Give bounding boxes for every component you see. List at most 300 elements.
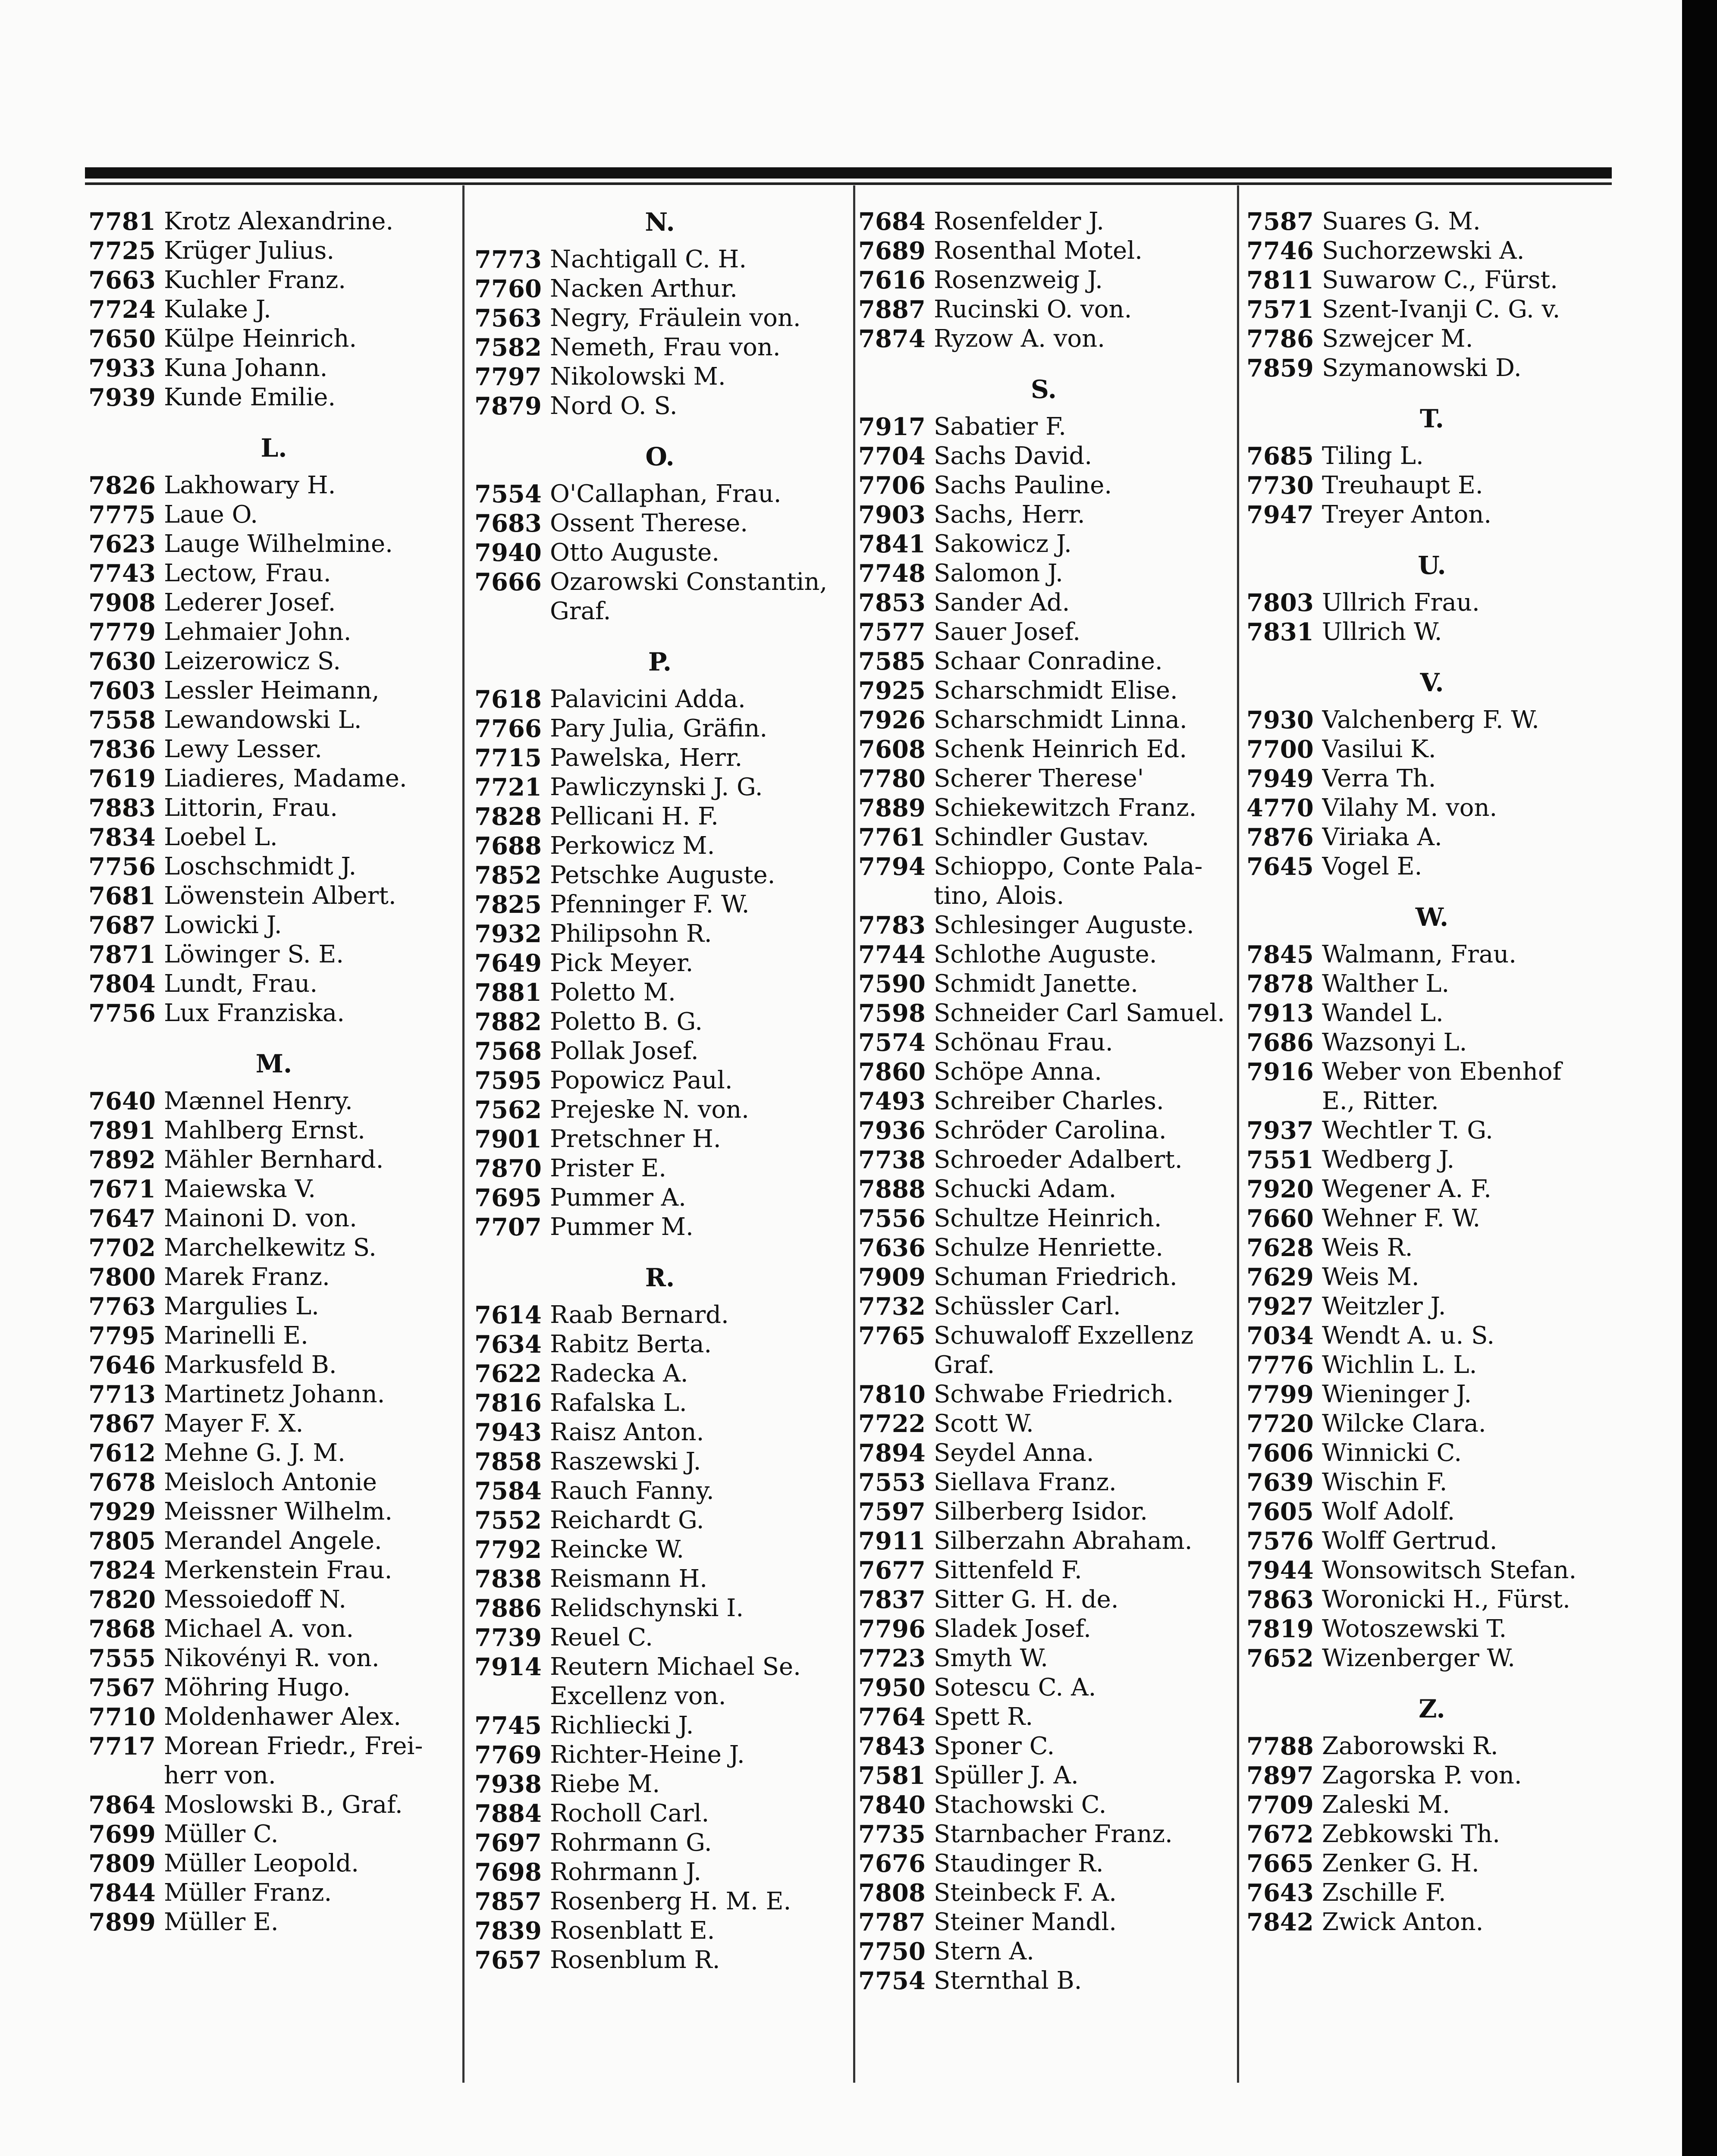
- entry-number: 7911: [858, 1527, 926, 1555]
- section-letter-heading: O.: [645, 442, 675, 471]
- entry-name: Merkenstein Frau.: [164, 1556, 392, 1584]
- entry-name: Wedberg J.: [1322, 1146, 1455, 1174]
- entry-name: Raisz Anton.: [550, 1418, 704, 1446]
- directory-entry: [1246, 1321, 1617, 1351]
- entry-number: 7797: [474, 363, 542, 391]
- entry-number: 7721: [474, 773, 542, 802]
- entry-name: Michael A. von.: [164, 1615, 354, 1643]
- entry-name: Lectow, Frau.: [164, 559, 331, 587]
- entry-number: 7891: [88, 1116, 156, 1145]
- entry-name: Radecka A.: [550, 1360, 688, 1388]
- entry-number: 7870: [474, 1154, 542, 1183]
- entry-name: Moslowski B., Graf.: [164, 1791, 403, 1819]
- entry-number: 7852: [474, 861, 542, 890]
- entry-name: Poletto B. G.: [550, 1008, 703, 1036]
- directory-entry: [474, 1418, 845, 1447]
- entry-number: 7886: [474, 1594, 542, 1623]
- entry-name-continuation: herr von.: [164, 1761, 276, 1789]
- directory-entry: [858, 1878, 1229, 1908]
- directory-entry: [858, 207, 1229, 236]
- entry-name: Möhring Hugo.: [164, 1673, 351, 1702]
- entry-number: 7925: [858, 677, 926, 705]
- directory-entry: [858, 1732, 1229, 1761]
- directory-entry: [88, 354, 459, 383]
- entry-number: 7606: [1246, 1439, 1314, 1467]
- entry-name: Steiner Mandl.: [934, 1908, 1117, 1936]
- directory-entry: [1246, 940, 1617, 969]
- entry-name: Külpe Heinrich.: [164, 325, 357, 353]
- entry-number: 7883: [88, 794, 156, 822]
- directory-entry: [474, 685, 845, 714]
- entry-number: 7839: [474, 1917, 542, 1945]
- entry-number: 7803: [1246, 589, 1314, 617]
- entry-name: Scharschmidt Linna.: [934, 706, 1187, 734]
- entry-number: 7914: [474, 1653, 542, 1681]
- entry-name: Sauer Josef.: [934, 618, 1081, 646]
- entry-name-continuation: tino, Alois.: [934, 882, 1064, 910]
- directory-entry: [858, 1116, 1229, 1145]
- entry-number: 7842: [1246, 1908, 1314, 1937]
- entry-name: Rosenzweig J.: [934, 266, 1103, 294]
- directory-entry: [88, 940, 459, 969]
- directory-entry: [1246, 1497, 1617, 1526]
- directory-entry: [858, 735, 1229, 764]
- entry-name: Rucinski O. von.: [934, 295, 1132, 323]
- entry-name: Wieninger J.: [1322, 1380, 1472, 1408]
- directory-entry: [1246, 764, 1617, 793]
- entry-number: 7800: [88, 1263, 156, 1291]
- entry-name: Schuwaloff Exzellenz: [934, 1322, 1194, 1350]
- entry-number: 7820: [88, 1586, 156, 1614]
- entry-name: Nachtigall C. H.: [550, 245, 747, 273]
- entry-name: Scharschmidt Elise.: [934, 677, 1178, 705]
- entry-name: Zagorska P. von.: [1322, 1761, 1522, 1789]
- entry-name: Vilahy M. von.: [1322, 794, 1497, 822]
- entry-name: Reutern Michael Se.: [550, 1653, 801, 1681]
- entry-number: 7720: [1246, 1410, 1314, 1438]
- directory-entry: [88, 1585, 459, 1614]
- entry-number: 7618: [474, 685, 542, 714]
- entry-number: 7804: [88, 970, 156, 998]
- directory-entry: [858, 1145, 1229, 1175]
- directory-entry: [88, 647, 459, 676]
- section-letter-heading: W.: [1415, 903, 1449, 932]
- entry-number: 7634: [474, 1330, 542, 1359]
- entry-name: Nemeth, Frau von.: [550, 333, 781, 361]
- directory-entry: [474, 1535, 845, 1564]
- directory-entry: [88, 1380, 459, 1409]
- entry-number: 7901: [474, 1125, 542, 1153]
- entry-number: 7683: [474, 509, 542, 538]
- directory-entry: [88, 735, 459, 764]
- entry-name: Müller E.: [164, 1908, 279, 1936]
- entry-number: 7917: [858, 413, 926, 441]
- directory-entry: [1246, 588, 1617, 617]
- entry-number: 7949: [1246, 765, 1314, 793]
- entry-number: 7623: [88, 530, 156, 558]
- entry-name: Schucki Adam.: [934, 1175, 1117, 1203]
- entry-name: Lewy Lesser.: [164, 735, 323, 763]
- directory-entry: [858, 471, 1229, 500]
- entry-name: Siellava Franz.: [934, 1468, 1117, 1496]
- directory-entry: [474, 479, 845, 509]
- entry-name: Rosenberg H. M. E.: [550, 1887, 791, 1915]
- entry-name: Lewandowski L.: [164, 706, 362, 734]
- entry-number: 7722: [858, 1410, 926, 1438]
- directory-entry: [1246, 1849, 1617, 1878]
- directory-entry: [474, 773, 845, 802]
- entry-name: Scott W.: [934, 1410, 1034, 1438]
- entry-name: Liadieres, Madame.: [164, 765, 407, 793]
- directory-entry: [88, 530, 459, 559]
- entry-number: 7725: [88, 237, 156, 265]
- entry-name: Rosenthal Motel.: [934, 237, 1143, 265]
- entry-number: 7567: [88, 1673, 156, 1702]
- entry-number: 7859: [1246, 354, 1314, 382]
- directory-entry: [1246, 266, 1617, 295]
- directory-entry: [858, 940, 1229, 969]
- entry-name: Rauch Fanny.: [550, 1477, 714, 1505]
- directory-entry: [858, 1702, 1229, 1732]
- entry-name-continuation: Graf.: [550, 597, 611, 625]
- directory-entry: [858, 1966, 1229, 1996]
- directory-entry: [1246, 1409, 1617, 1438]
- entry-number: 7836: [88, 735, 156, 764]
- entry-number: 7943: [474, 1418, 542, 1447]
- directory-entry: [474, 831, 845, 861]
- directory-entry: [1246, 617, 1617, 647]
- directory-entry: [858, 676, 1229, 705]
- directory-column-1: [88, 207, 459, 1937]
- directory-entry: [88, 588, 459, 617]
- entry-name: Spüller J. A.: [934, 1761, 1079, 1789]
- entry-number: 7926: [858, 706, 926, 734]
- entry-name: Löwinger S. E.: [164, 940, 344, 968]
- entry-name: Winnicki C.: [1322, 1439, 1462, 1467]
- entry-number: 7603: [88, 677, 156, 705]
- entry-number: 7697: [474, 1829, 542, 1857]
- entry-number: 7710: [88, 1703, 156, 1731]
- entry-name: Schönau Frau.: [934, 1028, 1113, 1056]
- directory-entry: [88, 1145, 459, 1175]
- entry-number: 7585: [858, 647, 926, 676]
- entry-name: Otto Auguste.: [550, 539, 720, 567]
- directory-entry: [858, 1497, 1229, 1526]
- entry-name: Schüssler Carl.: [934, 1292, 1121, 1320]
- directory-entry: [88, 617, 459, 647]
- entry-name: Rohrmann J.: [550, 1858, 702, 1886]
- directory-entry: [1246, 999, 1617, 1028]
- entry-number: 7724: [88, 295, 156, 324]
- entry-name: Schenk Heinrich Ed.: [934, 735, 1187, 763]
- entry-number: 7577: [858, 618, 926, 646]
- directory-entry: [858, 764, 1229, 793]
- entry-name: Loebel L.: [164, 823, 278, 851]
- directory-entry: [858, 500, 1229, 530]
- directory-entry: [858, 1292, 1229, 1321]
- entry-name: Lessler Heimann,: [164, 677, 380, 705]
- entry-name: Rohrmann G.: [550, 1829, 712, 1857]
- entry-number: 7556: [858, 1204, 926, 1233]
- directory-entry: [474, 1095, 845, 1125]
- entry-number: 7867: [88, 1410, 156, 1438]
- entry-number: 7795: [88, 1322, 156, 1350]
- directory-entry: [88, 207, 459, 236]
- entry-name: Schindler Gustav.: [934, 823, 1149, 851]
- directory-entry: [1246, 354, 1617, 383]
- entry-number: 7739: [474, 1623, 542, 1652]
- directory-entry: [88, 1878, 459, 1908]
- directory-entry: [858, 1438, 1229, 1468]
- entry-name: Raszewski J.: [550, 1448, 701, 1476]
- entry-name: Pummer M.: [550, 1213, 694, 1241]
- entry-number: 7932: [474, 920, 542, 948]
- entry-number: 7853: [858, 589, 926, 617]
- directory-entry: [474, 1740, 845, 1770]
- directory-entry: [474, 978, 845, 1007]
- directory-entry: [858, 236, 1229, 266]
- directory-entry: [1246, 1585, 1617, 1614]
- directory-entry: [88, 1351, 459, 1380]
- directory-entry: [858, 442, 1229, 471]
- directory-entry: [1246, 442, 1617, 471]
- directory-entry: [858, 1790, 1229, 1820]
- directory-entry: [88, 969, 459, 999]
- entry-name: Krüger Julius.: [164, 237, 335, 265]
- entry-name: Leizerowicz S.: [164, 647, 341, 675]
- entry-name: Negry, Fräulein von.: [550, 304, 801, 332]
- directory-entry: [1246, 1175, 1617, 1204]
- entry-number: 7794: [858, 852, 926, 881]
- entry-name: Pawliczynski J. G.: [550, 773, 763, 801]
- entry-name: Viriaka A.: [1322, 823, 1442, 851]
- entry-name: Walmann, Frau.: [1322, 940, 1517, 968]
- directory-entry: [474, 1799, 845, 1828]
- directory-entry: [474, 1066, 845, 1095]
- entry-name: Wolf Adolf.: [1322, 1498, 1455, 1526]
- entry-name: Zwick Anton.: [1322, 1908, 1484, 1936]
- directory-entry: [1246, 1790, 1617, 1820]
- entry-name: Sabatier F.: [934, 413, 1067, 441]
- directory-entry: [1246, 236, 1617, 266]
- entry-name: Merandel Angele.: [164, 1527, 382, 1555]
- entry-number: 7563: [474, 304, 542, 332]
- entry-name: Laue O.: [164, 501, 258, 529]
- entry-number: 7892: [88, 1146, 156, 1174]
- entry-name: Tiling L.: [1322, 442, 1424, 470]
- entry-name: Pick Meyer.: [550, 949, 694, 977]
- entry-number: 7744: [858, 940, 926, 969]
- directory-entry: [88, 1321, 459, 1351]
- entry-number: 7676: [858, 1849, 926, 1878]
- directory-entry: [858, 1614, 1229, 1644]
- directory-entry: [1246, 295, 1617, 324]
- entry-name: Szwejcer M.: [1322, 325, 1473, 353]
- directory-entry: [88, 236, 459, 266]
- entry-name: Prejeske N. von.: [550, 1096, 749, 1124]
- entry-name: Martinetz Johann.: [164, 1380, 385, 1408]
- entry-number: 7595: [474, 1066, 542, 1095]
- entry-name: Maiewska V.: [164, 1175, 316, 1203]
- entry-number: 7735: [858, 1820, 926, 1849]
- column-divider: [1237, 185, 1239, 2083]
- entry-name: Marinelli E.: [164, 1322, 308, 1350]
- entry-number: 7551: [1246, 1146, 1314, 1174]
- entry-number: 7938: [474, 1770, 542, 1799]
- entry-name: Messoiedoff N.: [164, 1586, 347, 1614]
- entry-name: Rabitz Berta.: [550, 1330, 712, 1358]
- entry-name: Sternthal B.: [934, 1967, 1082, 1995]
- entry-name: Wolff Gertrud.: [1322, 1527, 1497, 1555]
- section-letter-heading: L.: [261, 433, 287, 463]
- entry-name: Raab Bernard.: [550, 1301, 729, 1329]
- directory-entry: [88, 1556, 459, 1585]
- directory-entry: [88, 676, 459, 705]
- directory-entry: [474, 1770, 845, 1799]
- entry-name: Verra Th.: [1322, 765, 1436, 793]
- directory-entry: [1246, 1145, 1617, 1175]
- entry-number: 7574: [858, 1028, 926, 1057]
- entry-number: 7555: [88, 1644, 156, 1673]
- entry-number: 7860: [858, 1058, 926, 1086]
- entry-name: Wazsonyi L.: [1322, 1028, 1467, 1056]
- directory-entry: [474, 509, 845, 538]
- entry-number: 7788: [1246, 1732, 1314, 1761]
- entry-number: 7824: [88, 1556, 156, 1585]
- entry-number: 7947: [1246, 501, 1314, 529]
- entry-name: Wehner F. W.: [1322, 1204, 1481, 1232]
- entry-number: 7808: [858, 1879, 926, 1907]
- entry-name: Kuchler Franz.: [164, 266, 346, 294]
- entry-number: 7553: [858, 1468, 926, 1497]
- directory-entry: [858, 1409, 1229, 1438]
- entry-name: Müller C.: [164, 1820, 279, 1848]
- entry-number: 7715: [474, 744, 542, 772]
- entry-number: 7841: [858, 530, 926, 558]
- entry-name: Petschke Auguste.: [550, 861, 775, 889]
- entry-name: Reismann H.: [550, 1565, 708, 1593]
- directory-entry: [474, 802, 845, 831]
- entry-number: 7584: [474, 1477, 542, 1505]
- entry-name: Scherer Therese': [934, 765, 1144, 793]
- section-letter-heading: T.: [1420, 404, 1444, 433]
- entry-name: Stachowski C.: [934, 1791, 1107, 1819]
- entry-name: Marchelkewitz S.: [164, 1234, 377, 1262]
- directory-entry: [88, 559, 459, 588]
- entry-number: 7805: [88, 1527, 156, 1555]
- directory-entry: [88, 1526, 459, 1556]
- directory-entry: [1246, 1351, 1617, 1380]
- entry-number: 7927: [1246, 1292, 1314, 1321]
- header-rule-thick: [85, 167, 1612, 179]
- entry-name: Zaborowski R.: [1322, 1732, 1498, 1760]
- directory-entry: [88, 1497, 459, 1526]
- scan-edge: [1684, 0, 1717, 2156]
- entry-number: 7649: [474, 949, 542, 978]
- directory-entry: [858, 1204, 1229, 1233]
- entry-number: 7887: [858, 295, 926, 324]
- entry-name: Sakowicz J.: [934, 530, 1072, 558]
- entry-number: 7699: [88, 1820, 156, 1849]
- directory-entry: [88, 500, 459, 530]
- entry-name: Relidschynski I.: [550, 1594, 744, 1622]
- entry-name: Sachs David.: [934, 442, 1092, 470]
- entry-name: Weitzler J.: [1322, 1292, 1446, 1320]
- entry-number: 7889: [858, 794, 926, 822]
- entry-name: Smyth W.: [934, 1644, 1048, 1672]
- directory-entry: [1246, 735, 1617, 764]
- entry-number: 7950: [858, 1673, 926, 1702]
- directory-entry: [88, 1908, 459, 1937]
- entry-number: 7944: [1246, 1556, 1314, 1585]
- entry-name: Rosenfelder J.: [934, 207, 1105, 235]
- directory-entry: [474, 1447, 845, 1476]
- entry-name: Schuman Friedrich.: [934, 1263, 1177, 1291]
- entry-name: Meissner Wilhelm.: [164, 1498, 393, 1526]
- directory-entry: [88, 1849, 459, 1878]
- directory-entry: [858, 999, 1229, 1028]
- directory-entry: [858, 1673, 1229, 1702]
- entry-name: Rocholl Carl.: [550, 1799, 709, 1827]
- entry-name: Schultze Heinrich.: [934, 1204, 1162, 1232]
- directory-entry: [474, 1916, 845, 1946]
- entry-number: 7776: [1246, 1351, 1314, 1379]
- entry-name: Pawelska, Herr.: [550, 744, 743, 772]
- entry-number: 7647: [88, 1204, 156, 1233]
- entry-number: 7773: [474, 245, 542, 274]
- entry-number: 7639: [1246, 1468, 1314, 1497]
- directory-entry: [1246, 1761, 1617, 1790]
- directory-entry: [474, 1476, 845, 1506]
- directory-entry: [1246, 1614, 1617, 1644]
- entry-name: Reuel C.: [550, 1623, 653, 1651]
- entry-number: 7652: [1246, 1644, 1314, 1673]
- entry-number: 7614: [474, 1301, 542, 1329]
- directory-entry: [88, 1732, 459, 1761]
- entry-number: 7769: [474, 1741, 542, 1769]
- entry-name-continuation: E., Ritter.: [1322, 1087, 1439, 1115]
- entry-name: Wandel L.: [1322, 999, 1444, 1027]
- entry-number: 7745: [474, 1711, 542, 1740]
- entry-name: Suchorzewski A.: [1322, 237, 1525, 265]
- entry-number: 7766: [474, 714, 542, 743]
- entry-number: 7775: [88, 501, 156, 529]
- directory-entry: [858, 1849, 1229, 1878]
- directory-entry: [1246, 471, 1617, 500]
- entry-name: Sachs, Herr.: [934, 501, 1085, 529]
- entry-number: 7888: [858, 1175, 926, 1203]
- directory-entry: [1246, 1908, 1617, 1937]
- entry-number: 7863: [1246, 1586, 1314, 1614]
- directory-entry: [474, 890, 845, 919]
- entry-number: 7706: [858, 471, 926, 500]
- entry-name: Starnbacher Franz.: [934, 1820, 1173, 1848]
- entry-number: 7831: [1246, 618, 1314, 646]
- entry-name: Richliecki J.: [550, 1711, 694, 1739]
- section-letter-heading: U.: [1418, 551, 1446, 580]
- entry-name: Krotz Alexandrine.: [164, 207, 394, 235]
- entry-name: Popowicz Paul.: [550, 1066, 733, 1094]
- directory-entry: [474, 304, 845, 333]
- entry-number: 7929: [88, 1498, 156, 1526]
- directory-entry: [88, 1790, 459, 1820]
- entry-name: Löwenstein Albert.: [164, 882, 396, 910]
- entry-number: 7764: [858, 1703, 926, 1731]
- directory-entry: [474, 1213, 845, 1242]
- entry-name: Spett R.: [934, 1703, 1033, 1731]
- entry-name: Sander Ad.: [934, 589, 1070, 617]
- entry-number: 7576: [1246, 1527, 1314, 1555]
